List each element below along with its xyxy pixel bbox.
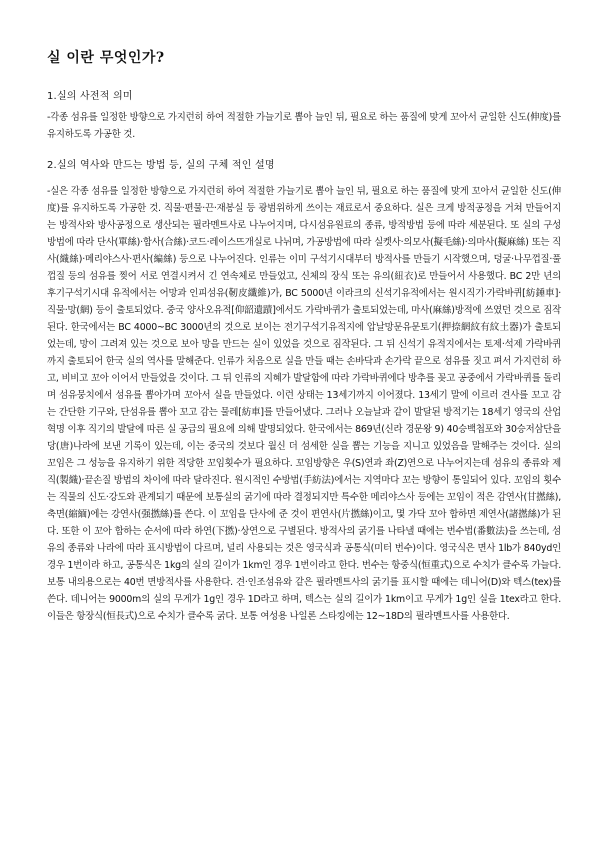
section-heading-history: 2.실의 역사와 만드는 방법 등, 실의 구체 적인 설명 xyxy=(47,160,275,171)
section-body-definition: -각종 섬유를 일정한 방향으로 가지런히 하여 적절한 가늘기로 뽑아 늘인 뒤, 필요로 하는 품질에 맞게 꼬아서 균일한 신도(伸度)를 유지하도록 가공한 것. xyxy=(47,112,561,140)
page-title: 실 이란 무엇인가? xyxy=(47,50,165,66)
section-body-history: -실은 각종 섬유를 일정한 방향으로 가지런히 하여 적절한 가늘기로 뽑아 늘인 뒤, 필요로 하는 품질에 맞게 꼬아서 균일한 신도(伸度)를 유지하도록 가공한 것. 직물·편물·끈·재봉실 등 광범위하게 쓰이는 재료로서 중요하다. 실은 크게 방적공정을 거쳐 만들어지는 방적사와 방사공정으로 생산되는 필라멘트사로 나누어지며, 다시섬유원료의 종류, 방적방법 등에 따라 세분된다. 또 실의 구성방법에 따라 단사(單絲)·합사(合絲)·코드·레이스뜨개실로 나뉘며, 가공방법에 따라 실켓사·의모사(擬毛絲)·의마사(擬麻絲) 또는 직사(織絲)·메리야스사·편사(編絲) 등으로 나누어진다. 인류는 이미 구석기시대부터 방적사를 만들기 시작했으며, 덩굴·나무껍질·풀껍질 등의 섬유를 찢어 서로 연결시켜서 긴 연속체로 만들었고, 신체의 장식 또는 유의(紐衣)로 만들어서 사용했다. BC 2만 년의 후기구석기시대 유적에서는 어망과 인피섬유(靭皮纖維)가, BC 5000년 이라크의 신석기유적에서는 원시직기·가락바퀴[紡錘車]·직물·망(網) 등이 출토되었다. 중국 양사오유적[仰韶遺蹟]에서도 가락바퀴가 출토되었는데, 마사(麻絲)방적에 쓰였던 것으로 짐작된다. 한국에서는 BC 4000~BC 3000년의 것으로 보이는 전기구석기유적지에 압날망문유문토기(押捺網紋有紋土器)가 출토되었는데, 망이 그려져 있는 것으로 보아 망을 만드는 실이 있었을 것으로 짐작된다. 그 뒤 신석기 유적지에서는 토제·석제 가락바퀴까지 출토되어 한국 실의 역사를 말해준다. 인류가 처음으로 실을 만들 때는 손바닥과 손가락 끝으로 섬유를 짓고 펴서 가지런히 하고, 비비고 꼬아 이어서 만들었을 것이다. 그 뒤 인류의 지혜가 발달함에 따라 가락바퀴에다 방추를 꽂고 공중에서 가락바퀴를 돌리며 섬유뭉치에서 섬유를 뽑아가며 꼬아서 실을 만들었다. 이런 상태는 13세기까지 이어졌다. 13세기 말에 이르러 견사를 꼬고 감는 간단한 기구와, 단섬유를 뽑아 꼬고 감는 물레[紡車]를 만들어냈다. 그러나 오늘날과 같이 발달된 방적기는 18세기 영국의 산업혁명 이후 직기의 발달에 따른 실 공급의 필요에 의해 발명되었다. 한국에서는 869년(신라 경문왕 9) 40승백첩포와 30승저삼단을 당(唐)나라에 보낸 기록이 있는데, 이는 중국의 것보다 월신 더 섬세한 실을 뽑는 기능을 지니고 있었음을 말해주는 것이다. 실의 꼬임은 그 성능을 유지하기 위한 적당한 꼬임횟수가 필요하다. 꼬임방향은 우(S)연과 좌(Z)연으로 나누어지는데 섬유의 종류와 제직(製織)·끝손질 방법의 차이에 따라 달라진다. 원시적인 수방법(手紡法)에서는 지역마다 꼬는 방향이 통일되어 있다. 꼬임의 횟수는 직물의 신도·강도와 관계되기 때문에 보통실의 굵기에 따라 결정되지만 특수한 메리야스사 등에는 꼬임이 적은 감연사(甘撚絲), 축면(縮緬)에는 강연사(强撚絲)를 쓴다. 이 꼬임을 단사에 준 것이 편연사(片撚絲)이고, 몇 가닥 꼬아 합하면 제연사(諸撚絲)가 된다. 또한 이 꼬아 합하는 순서에 따라 하연(下撚)·상연으로 구별된다. 방적사의 굵기를 나타낼 때에는 번수법(番數法)을 쓰는데, 섬유의 종류와 나라에 따라 표시방법이 다르며, 널리 사용되는 것은 영국식과 공통식(미터 번수)이다. 영국식은 면사 1lb가 840yd인 경우 1번이라 하고, 공통식은 1kg의 실의 길이가 1km인 경우 1번이라고 한다. 번수는 항중식(恒重式)으로 수치가 클수록 가늘다. 보통 내의용으로는 40번 면방적사를 사용한다. 견·인조섬유와 같은 필라멘트사의 굵기를 표시할 때에는 데니어(D)와 텍스(tex)를 쓴다. 데니어는 9000m의 실의 무게가 1g인 경우 1D라고 하며, 텍스는 실의 길이가 1km이고 무게가 1g인 실을 1tex라고 한다. 이들은 항장식(恒長式)으로 수치가 클수록 굵다. 보통 여성용 나일론 스타킹에는 12~18D의 필라멘트사를 사용한다. xyxy=(47,186,561,622)
section-heading-definition: 1.실의 사전적 의미 xyxy=(47,91,133,102)
